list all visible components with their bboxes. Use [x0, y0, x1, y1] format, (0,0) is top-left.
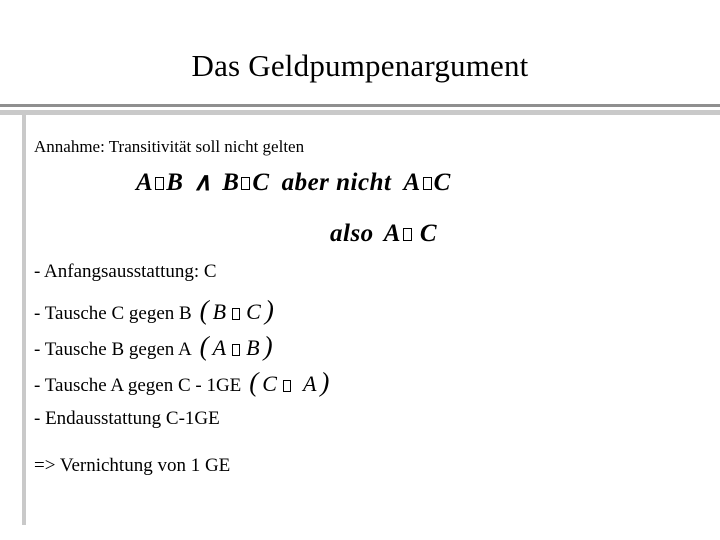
conclusion-text: => Vernichtung von 1 GE — [34, 455, 231, 476]
slide-body — [0, 115, 720, 540]
missing-glyph-icon — [283, 380, 291, 392]
formula-term-b: B — [166, 169, 184, 196]
title-divider-dark — [0, 104, 720, 107]
expr-term-a: B — [212, 299, 227, 324]
paren-open: ( — [199, 295, 209, 325]
step-label: - Tausche C gegen B — [34, 303, 192, 324]
formula-line-1 — [136, 167, 451, 197]
missing-glyph-icon — [241, 177, 250, 190]
paren-close: ) — [263, 331, 273, 361]
step-item-2 — [34, 331, 273, 362]
expr-term-b: A — [302, 371, 317, 396]
paren-open: ( — [199, 331, 209, 361]
missing-glyph-icon — [155, 177, 164, 190]
step-label: - Tausche B gegen A — [34, 339, 192, 360]
step-item-1 — [34, 295, 274, 326]
formula-term-b2: C — [419, 220, 438, 247]
expr-term-a: C — [262, 371, 277, 396]
paren-close: ) — [320, 367, 330, 397]
step-label: - Tausche A gegen C - 1GE — [34, 375, 242, 396]
formula-also-text: also — [330, 220, 374, 247]
missing-glyph-icon — [403, 228, 412, 241]
formula-and-symbol: ∧ — [193, 169, 213, 196]
formula-negation-text: aber nicht — [281, 169, 392, 196]
formula-term-d: C — [252, 169, 270, 196]
formula-term-f: C — [433, 169, 451, 196]
expr-term-b: B — [246, 335, 260, 360]
page-title: Das Geldpumpenargument — [191, 48, 529, 83]
expr-term-a: A — [212, 335, 227, 360]
paren-close: ) — [264, 295, 274, 325]
formula-term-c: B — [222, 169, 240, 196]
expr-term-b: C — [246, 299, 261, 324]
missing-glyph-icon — [232, 344, 240, 356]
missing-glyph-icon — [232, 308, 240, 320]
step-label: - Anfangsausstattung: C — [34, 261, 217, 282]
end-allocation-text: - Endausstattung C-1GE — [34, 408, 220, 429]
assumption-text: Annahme: Transitivität soll nicht gelten — [34, 137, 305, 156]
step-item-0 — [34, 261, 217, 283]
formula-term-a: A — [136, 169, 154, 196]
paren-open: ( — [249, 367, 259, 397]
formula-term-a2: A — [383, 220, 401, 247]
formula-term-e: A — [403, 169, 421, 196]
step-item-3 — [34, 367, 329, 398]
missing-glyph-icon — [423, 177, 432, 190]
formula-line-2 — [330, 220, 437, 248]
